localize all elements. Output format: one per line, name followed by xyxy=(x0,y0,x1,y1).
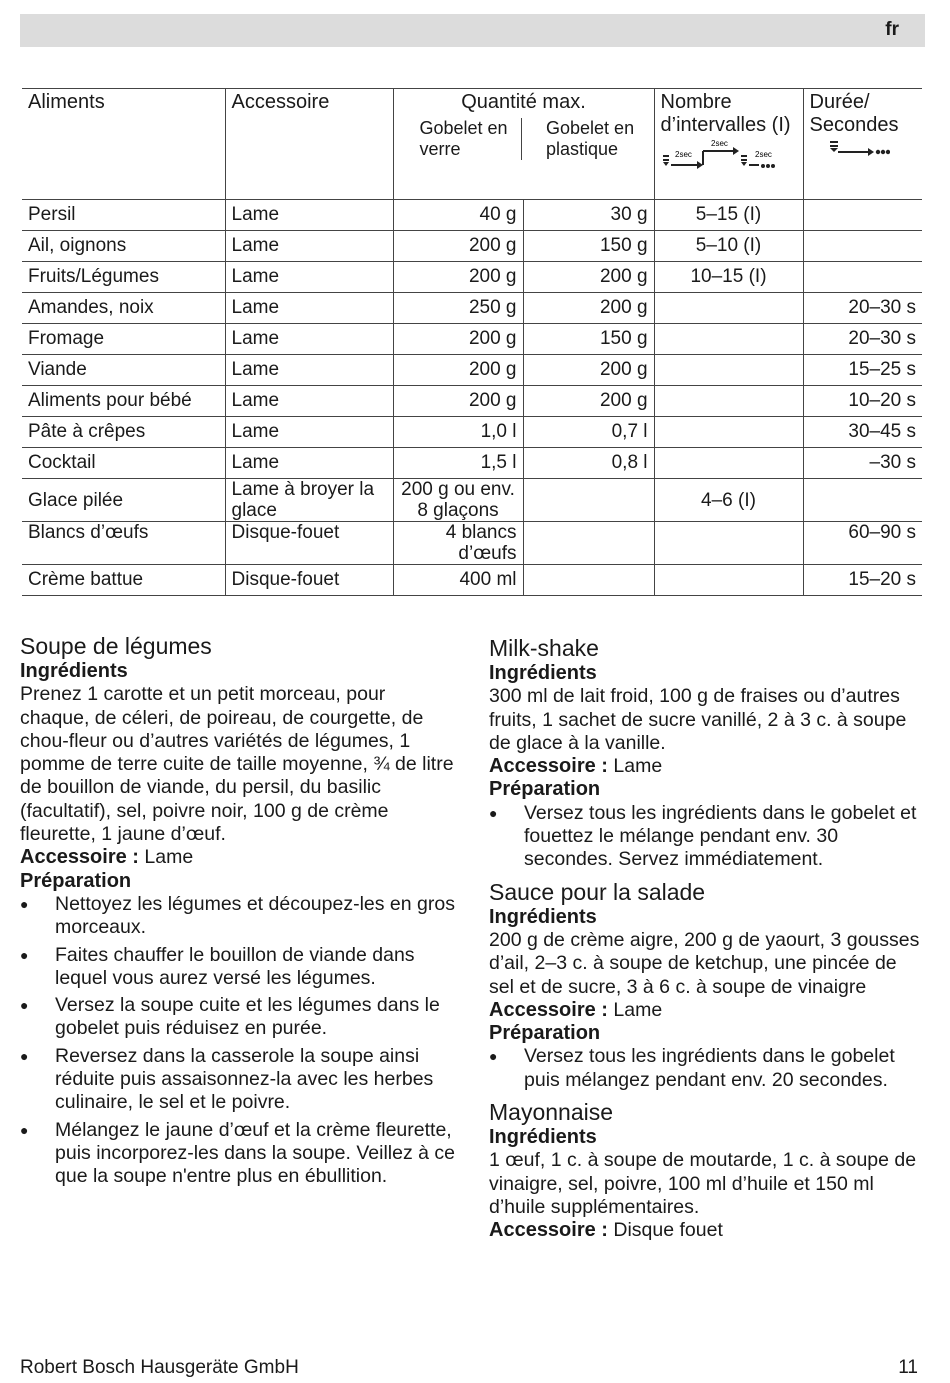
header-gobelet-plastique: Gobelet en plastique xyxy=(546,118,635,159)
table-row: Glace pilée Lame à broyer la glace 200 g ou env. 8 glaçons 4–6 (I) xyxy=(22,479,922,522)
header-aliments: Aliments xyxy=(22,89,225,200)
footer-company: Robert Bosch Hausgeräte GmbH xyxy=(20,1357,299,1378)
ingredients-label: Ingrédients xyxy=(489,1126,597,1149)
accessoire-line: Accessoire : Lame xyxy=(489,998,663,1021)
interval-icon xyxy=(661,137,781,169)
food-table xyxy=(22,88,922,596)
recipe-column-right xyxy=(489,634,924,1243)
table-row: Pâte à crêpes Lame 1,0 l 0,7 l 30–45 s xyxy=(22,417,922,448)
table-row: Blancs d’œufs Disque-fouet 4 blancs d’œufs 60–90 s xyxy=(22,522,922,565)
table-row: Fruits/Légumes Lame 200 g 200 g 10–15 (I) xyxy=(22,262,922,293)
accessoire-line: Accessoire : Disque fouet xyxy=(489,1219,723,1242)
ingredients-text: Prenez 1 carotte et un petit morceau, pour chaque, de céleri, de poireau, de courgette, de chou-fleur ou d’autres variétés de légumes, 1 pomme de terre cuite de taille moyenne, ¾ de litre de bouillon de viande, du persil, du basilic (facultatif), sel, poivre noir, 100 g de crème fleurette, 1 jaune d’œuf. xyxy=(20,683,454,846)
header-gobelet-verre: Gobelet en verre xyxy=(394,118,523,160)
recipe-title: Soupe de légumes xyxy=(20,633,212,659)
duration-icon xyxy=(810,137,890,157)
preparation-label: Préparation xyxy=(20,869,132,892)
list-item: ● Faites chauffer le bouillon de viande dans lequel vous aurez versé les légumes. xyxy=(20,944,460,991)
svg-text:2sec: 2sec xyxy=(674,150,692,159)
ingredients-text: 1 œuf, 1 c. à soupe de moutarde, 1 c. à soupe de vinaigre, sel, poivre, 100 ml d’huile et 150 ml d’huile supplémentaires. xyxy=(489,1149,917,1218)
table-header xyxy=(22,89,922,200)
table-row: Viande Lame 200 g 200 g 15–25 s xyxy=(22,355,922,386)
svg-text:2sec: 2sec xyxy=(754,150,772,159)
ingredients-label: Ingrédients xyxy=(489,662,597,684)
accessoire-line: Accessoire : Lame xyxy=(489,755,663,778)
recipe-title: Mayonnaise xyxy=(489,1099,614,1126)
table-row: Persil Lame 40 g 30 g 5–15 (I) xyxy=(22,200,922,231)
ingredients-label: Ingrédients xyxy=(489,905,597,928)
table-row: Aliments pour bébé Lame 200 g 200 g 10–20 s xyxy=(22,386,922,417)
recipe-soupe xyxy=(20,632,460,1189)
list-item: ● Mélangez le jaune d’œuf et la crème fleurette, puis incorporez-les dans la soupe. Veillez à ce que la soupe n'entre plus en ébullition. xyxy=(20,1119,460,1189)
list-item: ● Nettoyez les légumes et découpez-les en gros morceaux. xyxy=(20,893,460,940)
recipe-title: Milk-shake xyxy=(489,635,599,661)
table-row: Cocktail Lame 1,5 l 0,8 l –30 s xyxy=(22,448,922,479)
table-row: Amandes, noix Lame 250 g 200 g 20–30 s xyxy=(22,293,922,324)
list-item: ● Reversez dans la casserole la soupe ainsi réduite puis assaisonnez-la avec les herbes culinaire, le sel et le poivre. xyxy=(20,1045,460,1115)
table-row: Fromage Lame 200 g 150 g 20–30 s xyxy=(22,324,922,355)
header-bar xyxy=(20,14,925,47)
header-accessoire: Accessoire xyxy=(225,89,393,200)
header-duree: Durée/ Secondes xyxy=(803,89,922,200)
svg-text:2sec: 2sec xyxy=(710,139,728,148)
ingredients-text: 200 g de crème aigre, 200 g de yaourt, 3 gousses d’ail, 2–3 c. à soupe de ketchup, une pincée de sel et de sucre, 3 à 6 c. à soupe de vinaigre xyxy=(489,928,920,998)
table-row: Ail, oignons Lame 200 g 150 g 5–10 (I) xyxy=(22,231,922,262)
list-item: ● Versez tous les ingrédients dans le gobelet et fouettez le mélange pendant env. 30 secondes. Servez immédiatement. xyxy=(489,802,924,872)
language-label: fr xyxy=(885,19,899,40)
header-quantite: Quantité max. Gobelet en verre Gobelet en plastique xyxy=(393,89,654,200)
recipe-title: Sauce pour la salade xyxy=(489,878,706,905)
table-row: Crème battue Disque-fouet 400 ml 15–20 s xyxy=(22,565,922,596)
ingredients-text: 300 ml de lait froid, 100 g de fraises ou d’autres fruits, 1 sachet de sucre vanillé, 2 à 3 c. à soupe de glace à la vanille. xyxy=(489,685,907,754)
accessoire-line: Accessoire : Lame xyxy=(20,846,194,869)
ingredients-label: Ingrédients xyxy=(20,660,128,682)
page-number: 11 xyxy=(898,1357,918,1378)
preparation-label: Préparation xyxy=(489,1022,601,1045)
list-item: ● Versez tous les ingrédients dans le gobelet puis mélangez pendant env. 20 secondes. xyxy=(489,1045,924,1092)
preparation-label: Préparation xyxy=(489,778,601,801)
header-intervalles: Nombre d’intervalles (I) 2sec 2sec 2sec xyxy=(654,89,803,200)
list-item: ● Versez la soupe cuite et les légumes dans le gobelet puis réduisez en purée. xyxy=(20,994,460,1041)
